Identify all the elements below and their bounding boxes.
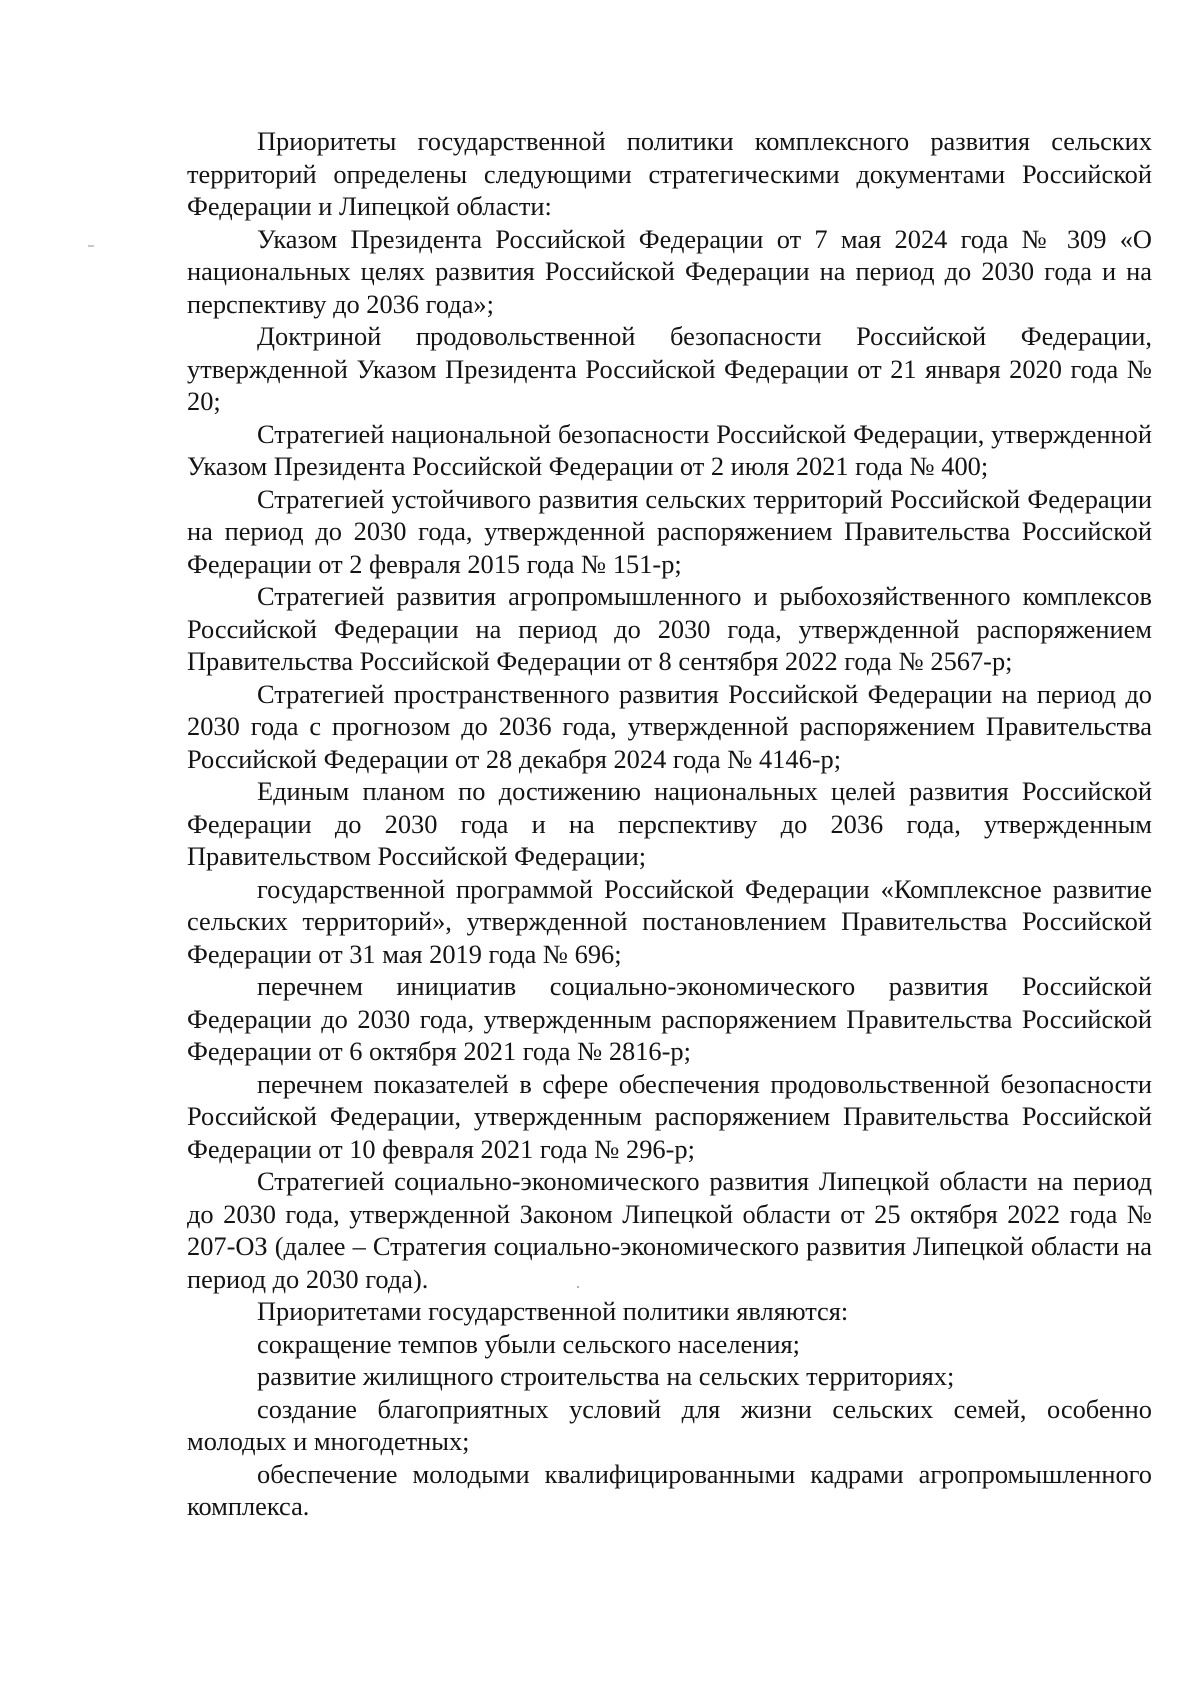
- paragraph-unified-plan: Единым планом по достижению национальных целей развития Российской Федерации до 2030 года и на перспективу до 2036 года, утвержденным Правительством Российской Федерации;: [187, 776, 1152, 871]
- paragraph-food-security-doctrine: Доктриной продовольственной безопасности Российской Федерации, утвержденной Указом Президента Российской Федерации от 21 января 2020 года № 20;: [187, 321, 1152, 416]
- paragraph-lipetsk-strategy: Стратегией социально-экономического развития Липецкой области на период до 2030 года, утвержденной Законом Липецкой области от 25 октября 2022 года № 207-ОЗ (далее – Стратегия социально-экономического развития Липецкой области на период до 2030 года).: [187, 1166, 1152, 1294]
- priority-item-housing: развитие жилищного строительства на сельских территориях;: [257, 1361, 955, 1391]
- paragraph-national-security-strategy: Стратегией национальной безопасности Российской Федерации, утвержденной Указом Президента Российской Федерации от 2 июля 2021 года № 400;: [187, 418, 1152, 481]
- paragraph-priorities-heading: Приоритетами государственной политики являются:: [257, 1296, 849, 1326]
- paragraph-intro: Приоритеты государственной политики комплексного развития сельских территорий определены следующими стратегическими документами Российской Федерации и Липецкой области:: [187, 126, 1152, 221]
- document-body: [187, 125, 1152, 1523]
- paragraph-state-program: государственной программой Российской Федерации «Комплексное развитие сельских территорий», утвержденной постановлением Правительства Российской Федерации от 31 мая 2019 года № 696;: [187, 873, 1152, 969]
- paragraph-agro-fishery-strategy: Стратегией развития агропромышленного и рыбохозяйственного комплексов Российской Федерации на период до 2030 года, утвержденной распоряжением Правительства Российской Федерации от 8 сентября 2022 года № 2567-р;: [187, 581, 1152, 676]
- paragraph-rural-development-strategy: Стратегией устойчивого развития сельских территорий Российской Федерации на период до 2030 года, утвержденной распоряжением Правительства Российской Федерации от 2 февраля 2015 года № 151-р;: [187, 483, 1152, 579]
- priority-item-families: создание благоприятных условий для жизни сельских семей, особенно молодых и многодетных;: [187, 1393, 1152, 1456]
- paragraph-decree-309: Указом Президента Российской Федерации от 7 мая 2024 года № 309 «О национальных целях развития Российской Федерации на период до 2030 года и на перспективу до 2036 года»;: [187, 223, 1152, 319]
- priority-item-personnel: обеспечение молодыми квалифицированными кадрами агропромышленного комплекса.: [187, 1458, 1152, 1521]
- priority-item-population: сокращение темпов убыли сельского населения;: [257, 1328, 800, 1359]
- paragraph-spatial-development-strategy: Стратегией пространственного развития Российской Федерации на период до 2030 года с прогнозом до 2036 года, утвержденной распоряжением Правительства Российской Федерации от 28 декабря 2024 года № 4146-р;: [187, 678, 1152, 774]
- paragraph-indicators-list: перечнем показателей в сфере обеспечения продовольственной безопасности Российской Федерации, утвержденным распоряжением Правительства Российской Федерации от 10 февраля 2021 года № 296-р;: [187, 1068, 1152, 1164]
- scan-artifact: [88, 245, 94, 247]
- paragraph-initiatives-list: перечнем инициатив социально-экономического развития Российской Федерации до 2030 года, утвержденным распоряжением Правительства Российской Федерации от 6 октября 2021 года № 2816-р;: [187, 971, 1152, 1066]
